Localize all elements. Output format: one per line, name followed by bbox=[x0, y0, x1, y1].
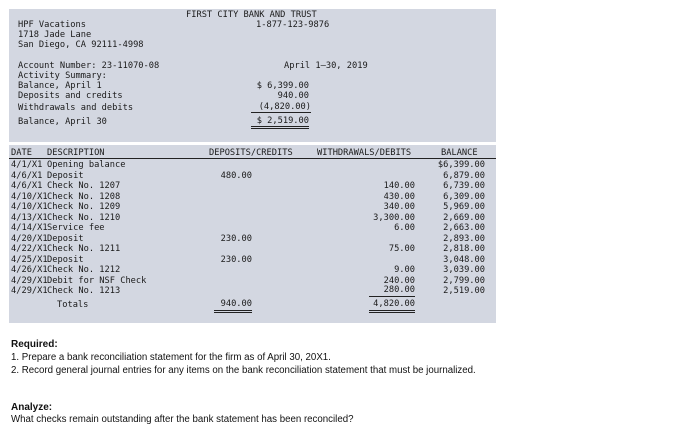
balance-april-1-label: Balance, April 1 bbox=[18, 81, 102, 91]
row-date: 4/29/X1 bbox=[11, 286, 48, 296]
row-withdrawal: 430.00 bbox=[383, 191, 415, 202]
row-date: 4/22/X1 bbox=[11, 244, 48, 254]
row-deposit: 230.00 bbox=[220, 233, 252, 244]
header-deposits: DEPOSITS/CREDITS bbox=[209, 148, 293, 158]
activity-summary-heading: Activity Summary: bbox=[18, 71, 107, 81]
totals-deposits: 940.00 bbox=[214, 299, 252, 313]
row-date: 4/1/X1 bbox=[11, 160, 43, 170]
row-description: Debit for NSF Check bbox=[47, 275, 147, 286]
totals-withdrawals: 4,820.00 bbox=[369, 299, 415, 313]
header-withdrawals: WITHDRAWALS/DEBITS bbox=[317, 148, 412, 158]
customer-address-2: San Diego, CA 92111-4998 bbox=[18, 40, 144, 50]
row-withdrawal: 9.00 bbox=[394, 265, 415, 275]
totals-label: Totals bbox=[57, 300, 89, 310]
row-description: Check No. 1212 bbox=[47, 265, 121, 275]
row-description: Check No. 1211 bbox=[47, 244, 121, 254]
required-item-2: 2. Record general journal entries for any items on the bank reconciliation statement that must be journalized. bbox=[11, 365, 476, 376]
statement-period: April 1–30, 2019 bbox=[284, 61, 368, 71]
table-row bbox=[9, 223, 496, 234]
row-balance: 2,669.00 bbox=[443, 212, 485, 223]
table-row bbox=[9, 276, 496, 287]
table-header-row bbox=[9, 148, 496, 159]
row-date: 4/10/X1 bbox=[11, 191, 48, 202]
analyze-question: What checks remain outstanding after the bank statement has been reconciled? bbox=[11, 414, 354, 425]
table-row bbox=[9, 234, 496, 245]
transactions-table bbox=[9, 145, 496, 323]
table-row bbox=[9, 192, 496, 203]
row-date: 4/25/X1 bbox=[11, 254, 48, 265]
table-row bbox=[9, 202, 496, 213]
customer-address-1: 1718 Jade Lane bbox=[18, 30, 92, 40]
table-row bbox=[9, 171, 496, 182]
totals-row bbox=[9, 299, 496, 311]
header-description: DESCRIPTION bbox=[47, 148, 105, 158]
withdrawals-debits-label: Withdrawals and debits bbox=[18, 103, 134, 113]
row-date: 4/26/X1 bbox=[11, 265, 48, 275]
row-balance: 2,799.00 bbox=[443, 275, 485, 286]
required-heading: Required: bbox=[11, 339, 58, 350]
row-withdrawal: 340.00 bbox=[383, 202, 415, 212]
account-number: Account Number: 23-11070-08 bbox=[18, 61, 160, 71]
statement-header-panel bbox=[9, 9, 496, 142]
row-withdrawal: 3,300.00 bbox=[373, 212, 415, 223]
balance-april-1-value: $ 6,399.00 bbox=[256, 81, 309, 91]
row-description: Check No. 1209 bbox=[47, 202, 121, 212]
row-withdrawal: 280.00 bbox=[369, 286, 415, 297]
withdrawals-debits-value: (4,820.00) bbox=[251, 102, 311, 113]
row-withdrawal: 6.00 bbox=[394, 223, 415, 233]
row-withdrawal: 140.00 bbox=[383, 181, 415, 191]
row-description: Check No. 1208 bbox=[47, 191, 121, 202]
table-row bbox=[9, 244, 496, 255]
balance-april-30-value: $ 2,519.00 bbox=[251, 116, 309, 129]
table-row bbox=[9, 181, 496, 192]
row-date: 4/14/X1 bbox=[11, 223, 48, 233]
row-description: Opening balance bbox=[47, 160, 126, 170]
row-deposit: 230.00 bbox=[220, 254, 252, 265]
bank-phone: 1-877-123-9876 bbox=[256, 20, 330, 30]
row-date: 4/29/X1 bbox=[11, 275, 48, 286]
header-date: DATE bbox=[11, 148, 32, 158]
table-row bbox=[9, 213, 496, 224]
row-description: Check No. 1213 bbox=[47, 286, 121, 296]
table-row bbox=[9, 265, 496, 276]
row-description: Deposit bbox=[47, 254, 84, 265]
row-balance: 5,969.00 bbox=[443, 202, 485, 212]
table-row bbox=[9, 286, 496, 297]
row-balance: 2,663.00 bbox=[443, 223, 485, 233]
table-row bbox=[9, 160, 496, 171]
row-balance: 3,039.00 bbox=[443, 265, 485, 275]
row-date: 4/13/X1 bbox=[11, 212, 48, 223]
row-deposit: 480.00 bbox=[220, 170, 252, 181]
row-balance: 6,309.00 bbox=[443, 191, 485, 202]
row-description: Check No. 1210 bbox=[47, 212, 121, 223]
required-item-1: 1. Prepare a bank reconciliation statement for the firm as of April 30, 20X1. bbox=[11, 352, 331, 363]
row-date: 4/20/X1 bbox=[11, 233, 48, 244]
row-description: Deposit bbox=[47, 233, 84, 244]
row-balance: 2,893.00 bbox=[443, 233, 485, 244]
row-balance: 2,818.00 bbox=[443, 244, 485, 254]
customer-name: HPF Vacations bbox=[18, 20, 86, 30]
deposits-credits-label: Deposits and credits bbox=[18, 91, 123, 101]
row-balance: $6,399.00 bbox=[437, 160, 485, 170]
header-balance: BALANCE bbox=[441, 148, 478, 158]
row-description: Check No. 1207 bbox=[47, 181, 121, 191]
row-description: Service fee bbox=[47, 223, 105, 233]
row-balance: 3,048.00 bbox=[443, 254, 485, 265]
row-balance: 6,879.00 bbox=[443, 170, 485, 181]
row-balance: 2,519.00 bbox=[443, 286, 485, 296]
balance-april-30-label: Balance, April 30 bbox=[18, 117, 107, 127]
analyze-heading: Analyze: bbox=[11, 402, 53, 413]
row-date: 4/10/X1 bbox=[11, 202, 48, 212]
row-description: Deposit bbox=[47, 170, 84, 181]
row-date: 4/6/X1 bbox=[11, 170, 43, 181]
table-row bbox=[9, 255, 496, 266]
row-withdrawal: 75.00 bbox=[388, 244, 415, 254]
row-date: 4/6/X1 bbox=[11, 181, 43, 191]
row-withdrawal: 240.00 bbox=[383, 275, 415, 286]
row-balance: 6,739.00 bbox=[443, 181, 485, 191]
bank-name: FIRST CITY BANK AND TRUST bbox=[186, 10, 317, 20]
deposits-credits-value: 940.00 bbox=[277, 91, 309, 101]
